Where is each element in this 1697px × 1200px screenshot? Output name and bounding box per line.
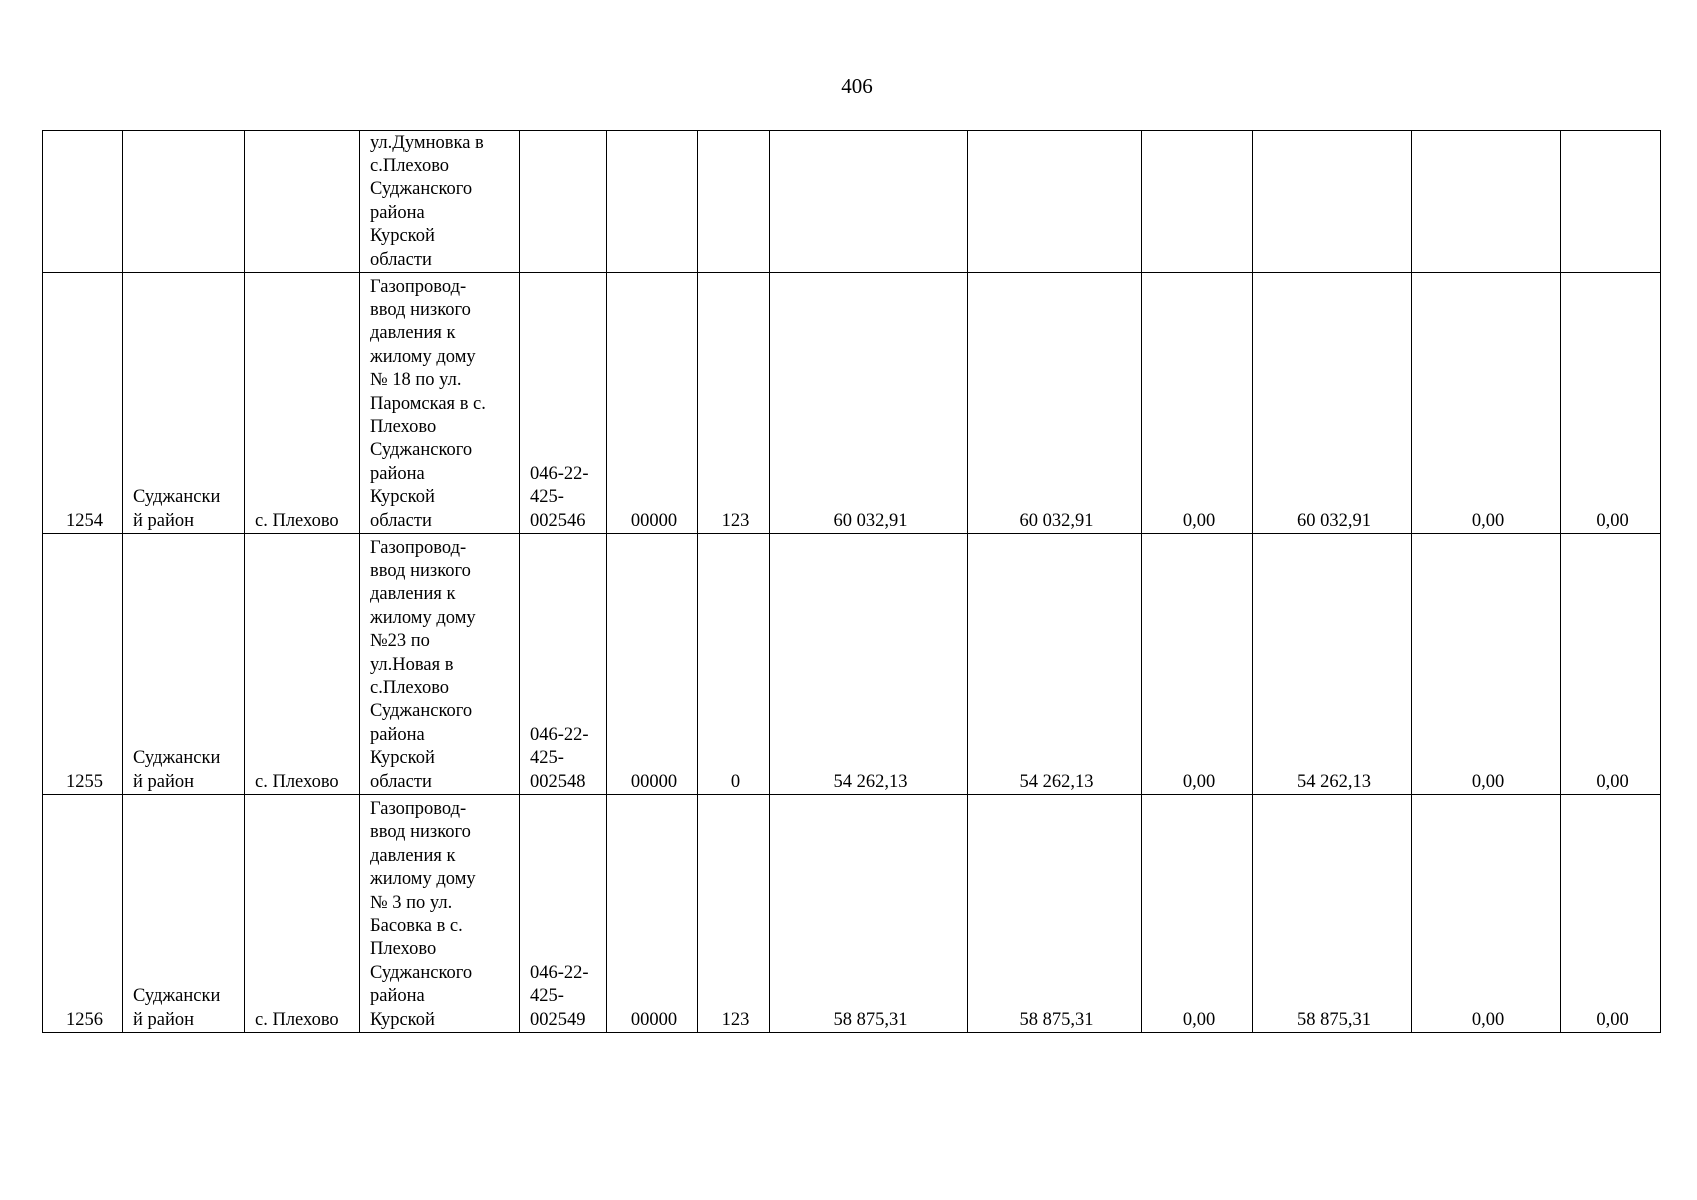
amount5-value: 0,00 <box>1471 1009 1505 1030</box>
amount5-cell <box>1412 131 1561 273</box>
object-name-line: Курской <box>370 487 435 508</box>
amount4-value: 58 875,31 <box>1297 1009 1371 1030</box>
cadastral-line: 046-22- <box>530 463 589 484</box>
amount4-cell <box>1253 534 1412 795</box>
district-line: й район <box>133 771 195 792</box>
amount5-cell <box>1412 534 1561 795</box>
object-name-line: жилому дому <box>370 346 476 367</box>
amount5-cell <box>1412 795 1561 1033</box>
amount2-value: 54 262,13 <box>1019 771 1094 792</box>
amount2-value: 58 875,31 <box>1019 1009 1094 1030</box>
row-number: 1255 <box>66 771 103 792</box>
amount1-cell <box>770 131 968 273</box>
object-name-line: Паромская в с. <box>370 393 486 414</box>
amount6-cell <box>1561 534 1661 795</box>
object-name-line: Басовка в с. <box>370 915 463 936</box>
amount3-cell <box>1142 131 1253 273</box>
object-name-line: № 18 по ул. <box>370 370 462 391</box>
quantity-cell <box>698 795 770 1033</box>
object-name-line: давления к <box>370 584 456 605</box>
object-name-line: жилому дому <box>370 869 476 890</box>
object-name-line: района <box>370 463 425 484</box>
object-name-line: давления к <box>370 323 456 344</box>
registry-table-body <box>43 131 1661 1033</box>
district-line: й район <box>133 510 195 531</box>
code-cell <box>607 131 698 273</box>
table-row <box>43 131 1661 273</box>
amount4-cell <box>1253 795 1412 1033</box>
object-name-line: с.Плехово <box>370 677 450 698</box>
amount1-cell <box>770 273 968 534</box>
code-text: 00000 <box>630 510 678 531</box>
amount6-value: 0,00 <box>1596 510 1629 531</box>
quantity-text: 123 <box>721 1009 750 1030</box>
district-cell <box>123 534 245 795</box>
district-line: й район <box>133 1009 195 1030</box>
district-cell <box>123 131 245 273</box>
code-text: 00000 <box>630 771 678 792</box>
amount2-cell <box>968 795 1142 1033</box>
page-number: 406 <box>841 74 873 98</box>
object-name-line: области <box>370 510 432 531</box>
object-name-cell <box>360 795 520 1033</box>
object-name-cell <box>360 273 520 534</box>
object-name-line: Суджанского <box>370 962 473 983</box>
cadastral-line: 002548 <box>530 771 586 792</box>
cadastral-cell <box>520 273 607 534</box>
amount5-value: 0,00 <box>1471 771 1505 792</box>
cadastral-line: 002549 <box>530 1009 586 1030</box>
cadastral-line: 425- <box>530 748 564 769</box>
amount1-cell <box>770 534 968 795</box>
object-name-line: ввод низкого <box>370 299 471 320</box>
amount2-cell <box>968 273 1142 534</box>
cadastral-line: 425- <box>530 487 564 508</box>
object-name-line: ул.Думновка в <box>370 132 484 153</box>
amount6-cell <box>1561 273 1661 534</box>
object-name-line: Газопровод- <box>370 276 467 297</box>
amount3-cell <box>1142 534 1253 795</box>
district-cell <box>123 273 245 534</box>
object-name-line: Курской <box>370 1009 435 1030</box>
table-row <box>43 795 1661 1033</box>
amount6-value: 0,00 <box>1596 1009 1629 1030</box>
object-name-line: ввод низкого <box>370 560 471 581</box>
cadastral-cell <box>520 131 607 273</box>
locality-cell <box>245 534 360 795</box>
amount2-cell <box>968 534 1142 795</box>
cadastral-line: 046-22- <box>530 724 589 745</box>
row-number: 1256 <box>66 1009 103 1030</box>
quantity-cell <box>698 131 770 273</box>
amount3-value: 0,00 <box>1182 1009 1216 1030</box>
object-name-line: давления к <box>370 845 456 866</box>
object-name-line: района <box>370 724 425 745</box>
object-name-cell <box>360 534 520 795</box>
object-name-line: ввод низкого <box>370 822 471 843</box>
amount5-cell <box>1412 273 1561 534</box>
object-name-line: Суджанского <box>370 179 473 200</box>
amount6-value: 0,00 <box>1596 771 1629 792</box>
row-number: 1254 <box>66 510 103 531</box>
code-cell <box>607 273 698 534</box>
locality-cell <box>245 273 360 534</box>
object-name-line: жилому дому <box>370 607 476 628</box>
amount4-cell <box>1253 273 1412 534</box>
district-line: Суджански <box>133 487 221 508</box>
table-row <box>43 273 1661 534</box>
object-name-line: Курской <box>370 748 435 769</box>
amount3-value: 0,00 <box>1182 510 1216 531</box>
amount1-cell <box>770 795 968 1033</box>
object-name-line: с.Плехово <box>370 155 450 176</box>
object-name-line: области <box>370 771 432 792</box>
amount3-cell <box>1142 795 1253 1033</box>
amount2-value: 60 032,91 <box>1019 510 1094 531</box>
amount2-cell <box>968 131 1142 273</box>
row-number-cell <box>43 273 123 534</box>
object-name-line: района <box>370 202 425 223</box>
row-number-cell <box>43 534 123 795</box>
quantity-text: 0 <box>730 771 741 792</box>
quantity-cell <box>698 273 770 534</box>
amount5-value: 0,00 <box>1471 510 1505 531</box>
amount4-value: 60 032,91 <box>1297 510 1371 531</box>
code-cell <box>607 795 698 1033</box>
amount1-value: 60 032,91 <box>833 510 908 531</box>
district-line: Суджански <box>133 986 221 1007</box>
registry-table <box>42 130 1661 1033</box>
object-name-cell <box>360 131 520 273</box>
object-name-line: ул.Новая в <box>370 654 454 675</box>
object-name-line: Газопровод- <box>370 798 467 819</box>
amount3-cell <box>1142 273 1253 534</box>
object-name-line: области <box>370 249 432 270</box>
cadastral-cell <box>520 795 607 1033</box>
object-name-line: района <box>370 986 425 1007</box>
table-row <box>43 534 1661 795</box>
amount6-cell <box>1561 131 1661 273</box>
locality-cell <box>245 131 360 273</box>
locality-text: с. Плехово <box>255 510 339 531</box>
locality-cell <box>245 795 360 1033</box>
object-name-line: Плехово <box>370 939 437 960</box>
row-number-cell <box>43 795 123 1033</box>
amount4-value: 54 262,13 <box>1297 771 1371 792</box>
object-name-line: Плехово <box>370 416 437 437</box>
object-name-line: № 3 по ул. <box>370 892 453 913</box>
quantity-cell <box>698 534 770 795</box>
quantity-text: 123 <box>721 510 750 531</box>
object-name-line: Газопровод- <box>370 537 467 558</box>
code-text: 00000 <box>630 1009 678 1030</box>
object-name-line: №23 по <box>370 631 430 652</box>
amount1-value: 54 262,13 <box>833 771 908 792</box>
object-name-line: Суджанского <box>370 701 473 722</box>
code-cell <box>607 534 698 795</box>
object-name-line: Суджанского <box>370 440 473 461</box>
cadastral-cell <box>520 534 607 795</box>
district-cell <box>123 795 245 1033</box>
row-number-cell <box>43 131 123 273</box>
amount1-value: 58 875,31 <box>833 1009 908 1030</box>
amount4-cell <box>1253 131 1412 273</box>
cadastral-line: 002546 <box>530 510 586 531</box>
locality-text: с. Плехово <box>255 1009 339 1030</box>
district-line: Суджански <box>133 748 221 769</box>
cadastral-line: 425- <box>530 986 564 1007</box>
amount3-value: 0,00 <box>1182 771 1216 792</box>
object-name-line: Курской <box>370 226 435 247</box>
locality-text: с. Плехово <box>255 771 339 792</box>
cadastral-line: 046-22- <box>530 962 589 983</box>
amount6-cell <box>1561 795 1661 1033</box>
